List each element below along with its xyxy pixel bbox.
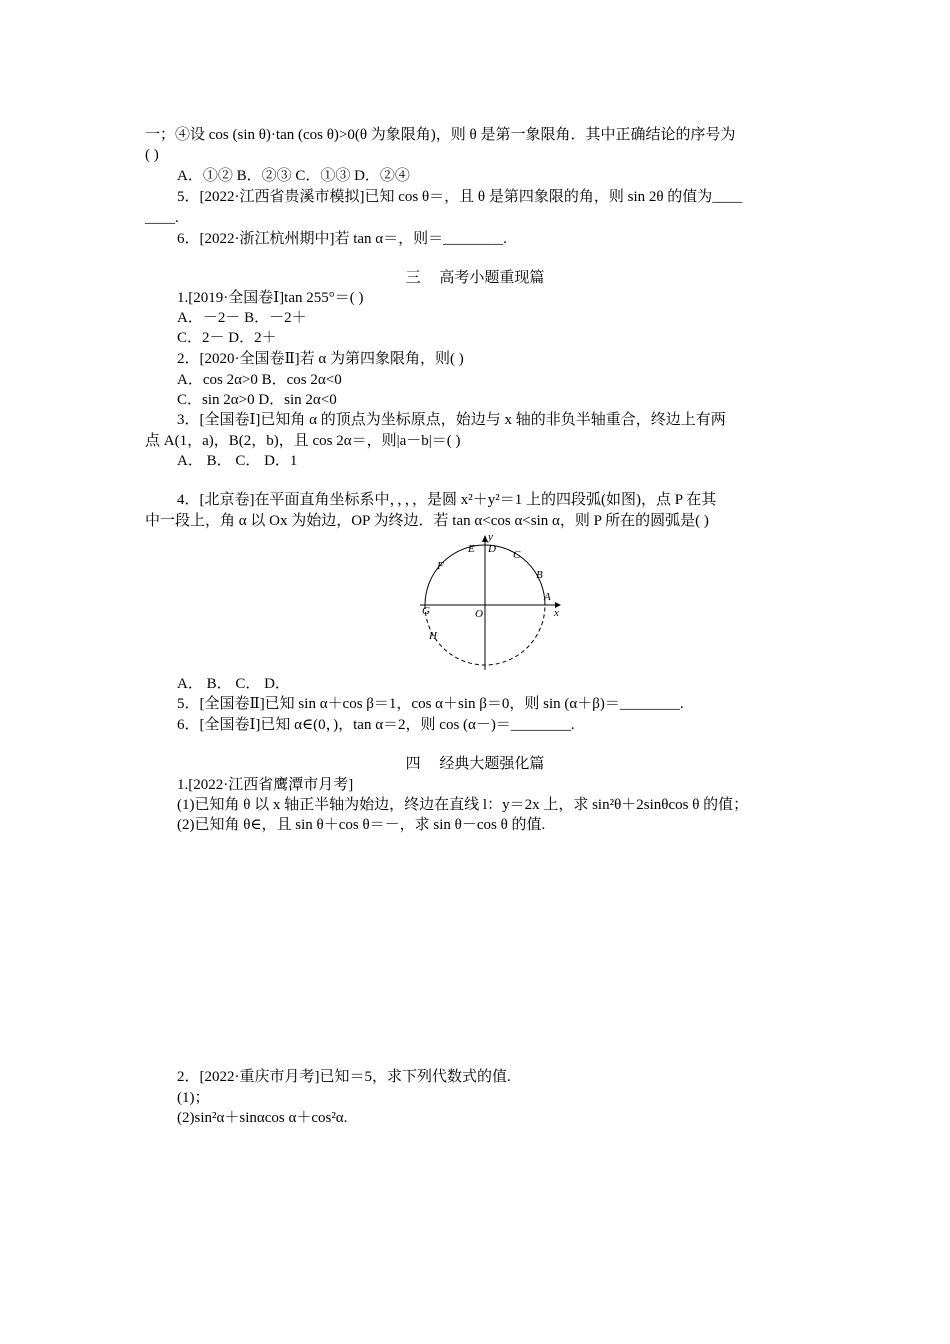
s4-q1-heading: 1.[2022·江西省鹰潭市月考] [177, 777, 354, 793]
q5-line2: ____. [145, 210, 179, 226]
s4-q1-part1: (1)已知角 θ 以 x 轴正半轴为始边，终边在直线 l：y＝2x 上，求 sin²θ＋2sinθcos θ 的值； [177, 797, 749, 813]
s3-q1-options-ab: A．－2－ B．－2＋ [177, 310, 307, 326]
s3-q2: 2．[2020·全国卷Ⅱ]若 α 为第四象限角，则( ) [177, 351, 464, 367]
s3-q2-options-cd: C．sin 2α>0 D．sin 2α<0 [177, 392, 337, 408]
q3-continued-line: 一；④设 cos (sin θ)·tan (cos θ)>0(θ 为象限角)，则 θ 是第一象限角．其中正确结论的序号为 [145, 127, 736, 143]
unit-circle-arcs-figure [415, 532, 565, 672]
q3-options: A．①② B．②③ C．①③ D．②④ [177, 168, 410, 184]
s3-q2-options-ab: A．cos 2α>0 B．cos 2α<0 [177, 372, 342, 388]
s3-q3-options: A． B． C． D．1 [177, 453, 298, 469]
section3-title: 三 高考小题重现篇 [405, 270, 545, 286]
label-G: G [422, 605, 430, 617]
label-x: x [554, 607, 559, 619]
s4-q2-heading: 2．[2022·重庆市月考]已知＝5，求下列代数式的值. [177, 1069, 511, 1085]
s3-q3-line2: 点 A(1，a)，B(2，b)，且 cos 2α＝，则|a－b|＝( ) [145, 433, 461, 449]
label-origin: O [475, 608, 483, 620]
s3-q4-line1: 4．[北京卷]在平面直角坐标系中，，，，是圆 x²＋y²＝1 上的四段弧(如图)，点 P 在其 [177, 492, 717, 508]
label-E: E [468, 543, 475, 555]
section4-title: 四 经典大题强化篇 [405, 756, 545, 772]
label-B: B [536, 569, 543, 581]
s3-q5: 5．[全国卷Ⅱ]已知 sin α＋cos β＝1，cos α＋sin β＝0，则 sin (α＋β)＝________. [177, 696, 684, 712]
label-y: y [488, 532, 493, 543]
s3-q1-options-cd: C．2－ D．2＋ [177, 330, 277, 346]
arc-second-quadrant-solid [425, 545, 485, 605]
s3-q4-line2: 中一段上，角 α 以 Ox 为始边，OP 为终边．若 tan α<cos α<sin α，则 P 所在的圆弧是( ) [145, 513, 709, 529]
s3-q6: 6．[全国卷Ⅰ]已知 α∈(0，)，tan α＝2，则 cos (α－)＝________. [177, 717, 575, 733]
s3-q3-line1: 3．[全国卷Ⅰ]已知角 α 的顶点为坐标原点，始边与 x 轴的非负半轴重合，终边上有两 [177, 412, 726, 428]
label-C: C [513, 549, 521, 561]
s4-q2-part1: (1)； [177, 1090, 210, 1106]
q6: 6．[2022·浙江杭州期中]若 tan α＝，则＝________. [177, 231, 507, 247]
q3-answer-bracket: ( ) [145, 147, 159, 163]
s4-q2-part2: (2)sin²α＋sinαcos α＋cos²α. [177, 1110, 348, 1126]
s4-q1-part2: (2)已知角 θ∈，且 sin θ＋cos θ＝－，求 sin θ－cos θ 的值. [177, 817, 546, 833]
s3-q1: 1.[2019·全国卷Ⅰ]tan 255°＝( ) [177, 290, 364, 306]
label-F: F [437, 560, 444, 572]
s3-q4-options: A． B． C． D． [177, 676, 290, 692]
q5-line1: 5．[2022·江西省贵溪市模拟]已知 cos θ＝，且 θ 是第四象限的角，则 sin 2θ 的值为____ [177, 189, 743, 205]
label-D: D [488, 543, 496, 555]
label-A: A [544, 591, 551, 603]
label-H: H [429, 630, 437, 642]
